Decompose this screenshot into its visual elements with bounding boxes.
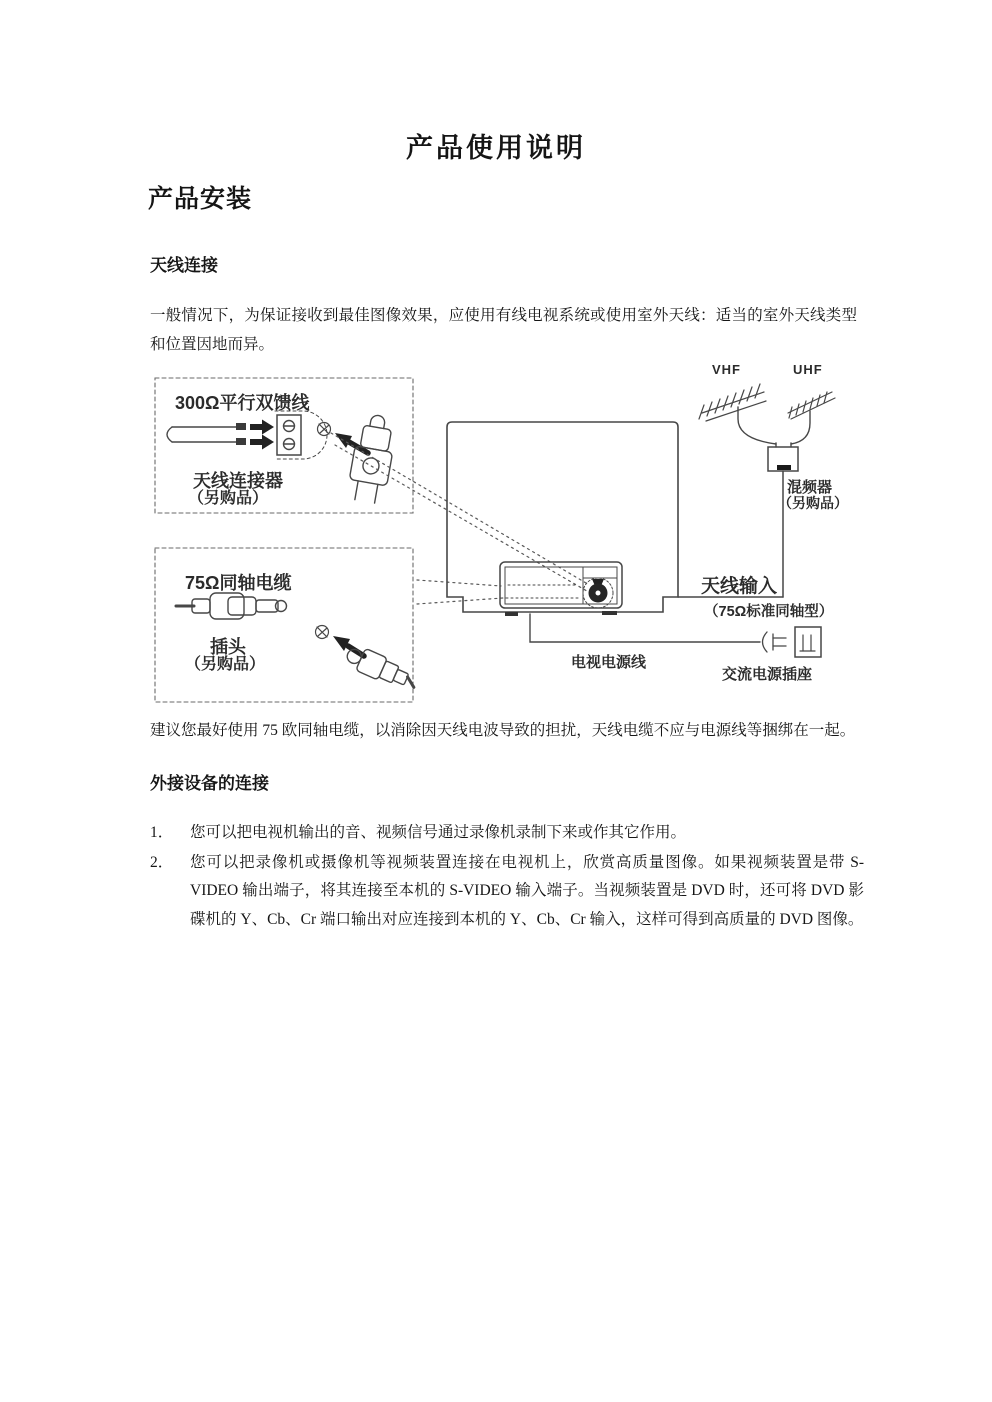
label-antenna-input: 天线输入 xyxy=(701,576,778,597)
page-title: 产品使用说明 xyxy=(406,133,586,163)
label-vhf: VHF xyxy=(712,362,741,377)
arrow-to-screw-top xyxy=(335,433,368,453)
list-item-text: 您可以把电视机输出的音、视频信号通过录像机录制下来或作其它作用。 xyxy=(190,824,687,841)
label-antenna-connector: 天线连接器 xyxy=(193,471,283,491)
label-mixer: 混频器 xyxy=(787,479,833,496)
list-item xyxy=(150,819,864,848)
tv-outline xyxy=(447,422,678,616)
advice-paragraph: 建议您最好使用 75 欧同轴电缆，以消除因天线电波导致的担扰，天线电缆不应与电源线等捆绑在一起。 xyxy=(150,722,856,739)
power-outlet-icon xyxy=(795,627,821,657)
list-item-number: 1． xyxy=(150,824,174,841)
list-item xyxy=(150,849,864,935)
label-tv-power-cord: 电视电源线 xyxy=(571,654,647,671)
label-plug-note: （另购品） xyxy=(185,656,266,673)
label-mixer-note: （另购品） xyxy=(778,495,848,511)
subheading-antenna-connection: 天线连接 xyxy=(150,256,218,275)
tv-connector-panel xyxy=(500,562,622,608)
label-uhf: UHF xyxy=(793,362,823,377)
list-item-text: 您可以把录像机或摄像机等视频装置连接在电视机上，欣赏高质量图像。如果视频装置是带 S-VIDEO 输出端子，将其连接至本机的 S-VIDEO 输入端子。当视频装置是 DVD 时，还可将 DVD 影碟机的 Y、Cb、Cr 端口输出对应连接到本机的 Y、Cb、Cr 输入，这样可得到高质量的 DVD 图像。 xyxy=(190,853,864,928)
external-device-list xyxy=(150,819,864,935)
antenna-connector-icon xyxy=(346,412,399,504)
twin-lead-cable-icon xyxy=(167,411,327,459)
section-heading-install: 产品安装 xyxy=(148,185,253,213)
label-antenna-connector-note: （另购品） xyxy=(188,490,269,507)
power-plug-icon xyxy=(763,632,787,652)
label-coax-cable: 75Ω同轴电缆 xyxy=(185,573,292,593)
label-twin-lead: 300Ω平行双馈线 xyxy=(175,393,310,413)
label-ac-outlet: 交流电源插座 xyxy=(722,666,813,683)
intro-paragraph: 一般情况下，为保证接收到最佳图像效果，应使用有线电视系统或使用室外天线：适当的室外天线类型和位置因地而异。 xyxy=(150,307,857,353)
antenna-connection-diagram xyxy=(140,355,885,721)
label-plug: 插头 xyxy=(210,637,246,657)
mixer-box-icon xyxy=(768,443,798,471)
screw-connector-icon-bottom xyxy=(316,626,329,639)
list-item-number: 2． xyxy=(150,853,174,871)
section-heading-external-devices: 外接设备的连接 xyxy=(150,774,269,793)
coax-cable-icon xyxy=(176,593,287,619)
uhf-antenna-icon xyxy=(788,392,835,444)
vhf-antenna-icon xyxy=(699,384,776,444)
label-antenna-input-note: （75Ω标准同轴型） xyxy=(704,604,834,620)
